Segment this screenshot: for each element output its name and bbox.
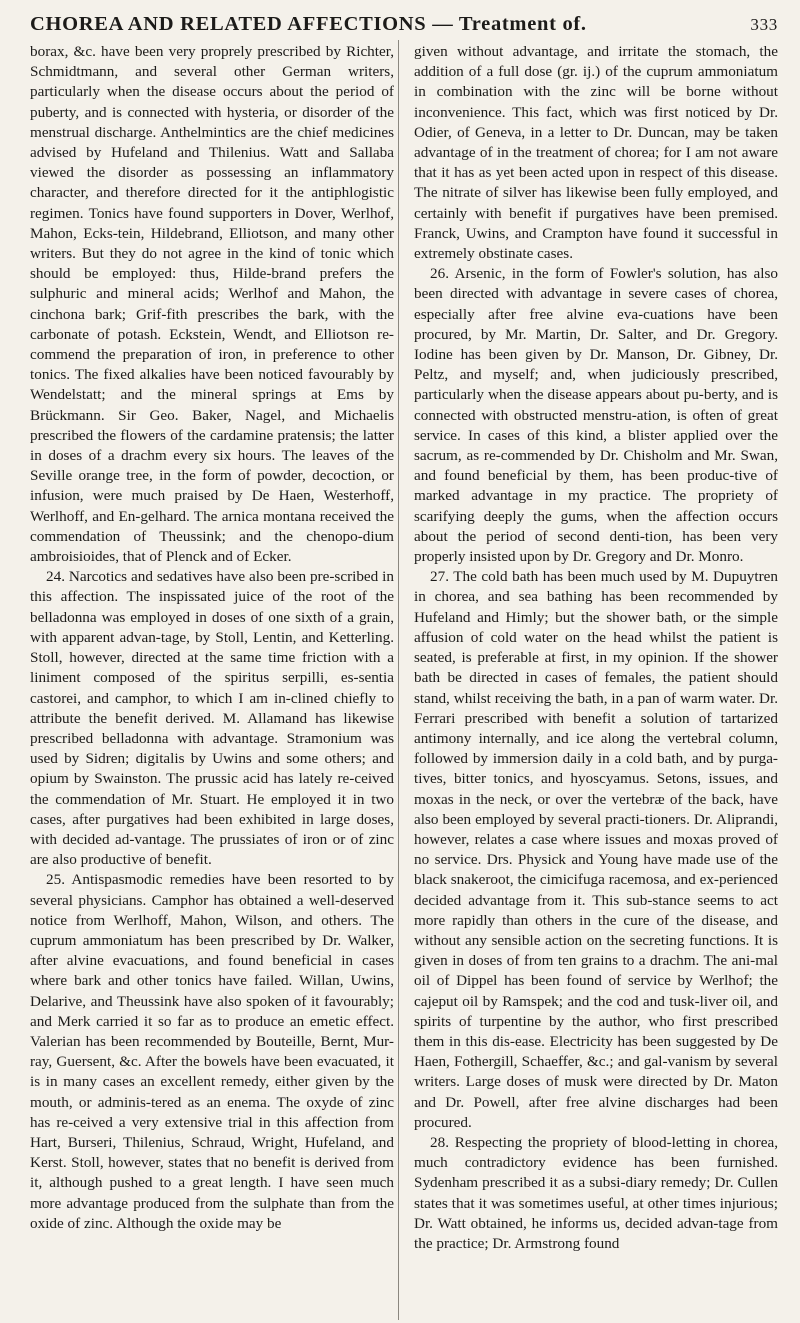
paragraph: borax, &c. have been very proprely prescribed by Richter, Schmidtmann, and several other German writers, particularly when the disease occurs about the period of puberty, and is connected with hysteria, or disorder of the menstrual discharge. Anthelmintics are the chief medicines advised by Hufeland and Thilenius. Watt and Sallaba viewed the disorder as possessing an inflammatory character, and therefore directed for it the antiphlogistic regimen. Tonics have found supporters in Dover, Werlhof, Mahon, Ecks-tein, Hildebrand, Elliotson, and many other writers. But they do not agree in the kind of tonic which should be employed: thus, Hilde-brand prefers the sulphuric and mineral acids; Werlhof and Mahon, the cinchona bark; Grif-fith prescribes the bark, with the carbonate of potash. Eckstein, Wendt, and Elliotson re-commend the preparation of iron, in preference to other tonics. The fixed alkalies have been noticed favourably by Wendelstatt; and the mineral springs at Ems by Brückmann. Sir Geo. Baker, Nagel, and Michaelis prescribed the flowers of the cardamine pratensis; the latter in doses of a drachm every six hours. The leaves of the Seville orange tree, in the form of powder, decoction, or infusion, were much praised by De Haen, Westerhoff, Werlhoff, and En-gelhard. The arnica montana received the commendation of Theussink; and the chenopo-dium ambroisioides, that of Plenck and of Ecker.: [30, 43, 394, 566]
paragraph-28: 28. Respecting the propriety of blood-letting in chorea, much contradictory evidence has been furnished. Sydenham prescribed it as a subsi-diary remedy; Dr. Cullen states that it was sometimes useful, at other times injurious; Dr. Watt obtained, he informs us, decided advan-tage from the practice; Dr. Armstrong found: [414, 1133, 778, 1252]
right-column: [414, 42, 778, 1254]
paragraph-24: 24. Narcotics and sedatives have also been pre-scribed in this affection. The inspissated juice of the root of the belladonna was employed in doses of one sixth of a grain, with apparent advan-tage, by Stoll, Lentin, and Ketterling. Stoll, however, directed at the same time friction with a liniment composed of the spiritus serpilli, es-sentia castorei, and camphor, to which I am in-clined chiefly to attribute the benefit derived. M. Allamand has likewise prescribed belladonna with advantage. Stramonium was used by Sidren; digitalis by Uwins and some others; and opium by Swainston. The prussic acid has lately re-ceived the commendation of Mr. Stuart. He employed it in two cases, after purgatives had been exhibited in large doses, with decided ad-vantage. The prussiates of iron or of zinc are also productive of benefit.: [30, 568, 394, 869]
paragraph-25: 25. Antispasmodic remedies have been resorted to by several physicians. Camphor has obtained a well-deserved notice from Werlhoff, Mahon, Wilson, and others. The cuprum ammoniatum has been prescribed by Dr. Walker, after alvine evacuations, and found beneficial in cases where bark and other tonics have failed. Willan, Uwins, Delarive, and Theussink have also spoken of it favourably; and Merk carried it so far as to produce an emetic effect. Valerian has been recommended by Bouteille, Bernt, Mur-ray, Guersent, &c. After the bowels have been evacuated, it is in many cases an excellent remedy, either given by the mouth, or adminis-tered as an enema. The oxyde of zinc has re-ceived a very extensive trial in this affection from Hart, Burseri, Thilenius, Schraud, Wright, Hufeland, and Kerst. Stoll, however, states that no benefit is derived from it, although pushed to a great length. I have seen much more advantage produced from the sulphate than from the oxide of zinc. Although the oxide may be: [30, 871, 394, 1232]
running-header: [30, 12, 778, 42]
column-divider: [398, 40, 399, 1320]
left-column: [30, 42, 394, 1254]
paragraph-27: 27. The cold bath has been much used by M. Dupuytren in chorea, and sea bathing has been recommended by Hufeland and Himly; but the shower bath, or the simple affusion of cold water on the head whilst the patient is seated, is preferable at first, in my opinion. If the shower bath be directed in cases of females, the patient should stand, whilst receiving the bath, in a pan of warm water. Dr. Ferrari prescribed with benefit a solution of tartarized antimony internally, and ice along the vertebral column, followed by immersion daily in a cold bath, and by purga-tives, bitter tonics, and hyoscyamus. Setons, issues, and moxas in the neck, or over the vertebræ of the back, have also been employed by several practi-tioners. Dr. Aliprandi, however, relates a case where issues and moxas proved of no service. Drs. Physick and Young have made use of the black snakeroot, the cimicifuga racemosa, and ex-perienced decided advantage from it. This sub-stance seems to act more rapidly than others in the cure of the disease, and without any sensible action on the secreting functions. It is given in doses of from ten grains to a drachm. The ani-mal oil of Dippel has been found of service by Werlhof; the cajeput oil by Ramspek; and the cod and tusk-liver oil, and spirits of turpentine by the author, who first prescribed them in this dis-ease. Electricity has been suggested by De Haen, Fothergill, Schaeffer, &c.; and gal-vanism by several writers. Large doses of musk were directed by Dr. Maton and Dr. Powell, after free alvine discharges had been procured.: [414, 568, 778, 1131]
text-columns: [30, 42, 778, 1254]
page-number: 333: [750, 15, 778, 34]
paragraph: given without advantage, and irritate the stomach, the addition of a full dose (gr. ij.) of the cuprum ammoniatum in combination with the zinc will be borne without inconvenience. This fact, which was first noticed by Dr. Odier, of Geneva, in a letter to Dr. Duncan, may be taken advantage of in the treatment of chorea; for I am not aware that it has as yet been acted upon in respect of this disease. The nitrate of silver has likewise been fully employed, and certainly with benefit if purgatives have been premised. Franck, Uwins, and Crampton have found it successful in extremely obstinate cases.: [414, 43, 778, 263]
paragraph-26: 26. Arsenic, in the form of Fowler's solution, has also been directed with advantage in severe cases of chorea, especially after free alvine eva-cuations have been procured, by Mr. Martin, Dr. Salter, and Dr. Gregory. Iodine has been given by Dr. Manson, Dr. Gibney, Dr. Peltz, and myself; and, when judiciously prescribed, particularly when the disease appears about pu-berty, and is connected with obstructed menstru-ation, is often of great service. In cases of this kind, a blister applied over the sacrum, as re-commended by Dr. Chisholm and Mr. Swan, and found beneficial by them, has been produc-tive of marked advantage in my practice. The propriety of scarifying deeply the gums, when the affection occurs about the period of second denti-tion, has been very properly insisted upon by Dr. Gregory and Dr. Monro.: [414, 265, 778, 566]
running-title: CHOREA AND RELATED AFFECTIONS — Treatment of.: [30, 13, 587, 35]
